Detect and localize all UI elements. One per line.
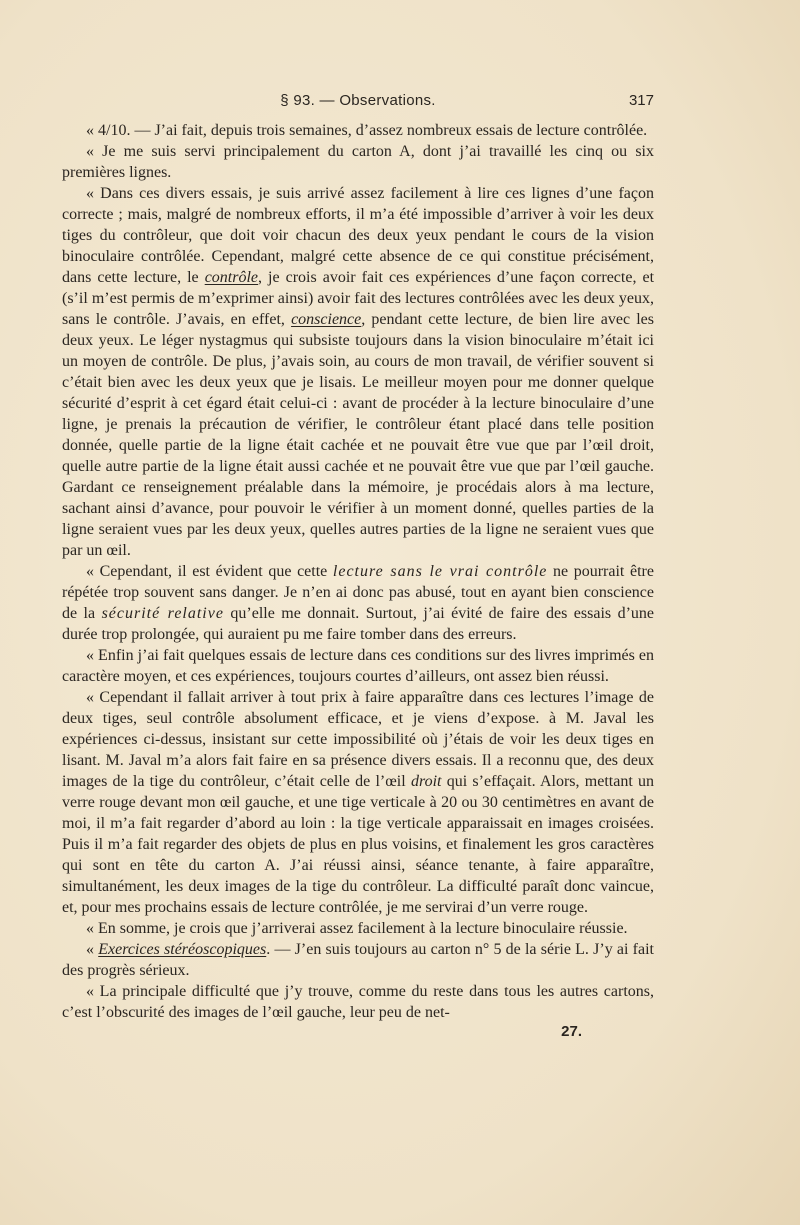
section-title: § 93. — Observations. — [280, 92, 436, 109]
running-header — [62, 92, 654, 120]
text-run: ne pourrait être répétée trop souvent sans danger. Je n’en ai donc pas abusé, tout en ayant bien conscience de la — [62, 563, 654, 622]
paragraph — [62, 645, 654, 687]
body-text — [62, 120, 654, 1023]
paragraph — [62, 141, 654, 183]
text-run: « La principale difficulté que j’y trouve, comme du reste dans tous les autres cartons, c’est l’obscurité des images de l’œil gauche, leur peu de net- — [62, 983, 654, 1021]
text-run: « — [86, 941, 99, 958]
signature-mark: 27. — [561, 1023, 582, 1040]
text-run: « Je me suis servi principalement du carton A, dont j’ai travaillé les cinq ou six premières lignes. — [62, 143, 654, 181]
emphasis-text: droit — [410, 773, 442, 790]
emphasis-text: Exercices stéréoscopiques — [98, 941, 267, 958]
text-run: « Cependant il fallait arriver à tout prix à faire apparaître dans ces lectures l’image de deux tiges, seul contrôle absolument efficace, et je viens d’expose. à M. Javal les expériences ci-dessus, insistant sur cette impossibilité où j’étais de voir les deux tiges en lisant. M. Javal m’a alors fait faire en sa présence divers essais. Il a reconnu que, des deux images de la tige du contrôleur, c’était celle de l’œil — [62, 689, 654, 790]
text-run: . — J’en suis toujours au carton n° 5 de la série L. J’y ai fait des progrès sérieux. — [62, 941, 654, 979]
text-run: « Dans ces divers essais, je suis arrivé assez facilement à lire ces lignes d’une façon correcte ; mais, malgré de nombreux efforts, il m’a été impossible d’arriver à voir les deux tiges du contrôleur, que doit voir chacun des deux yeux pendant le cours de la vision binoculaire contrôlée. Cependant, malgré cette absence de ce qui constitue précisément, dans cette lecture, le — [62, 185, 654, 286]
emphasis-text: sécurité relative — [101, 605, 224, 622]
paragraph — [62, 120, 654, 141]
text-run: , pendant cette lecture, de bien lire avec les deux yeux. Le léger nystagmus qui subsiste toujours dans la vision binoculaire m’était ici un moyen de contrôle. De plus, j’avais soin, au cours de mon travail, de vérifier souvent si c’était bien avec les deux yeux que je lisais. Le meilleur moyen pour me donner quelque sécurité d’esprit à cet égard était celui-ci : avant de procéder à la lecture binoculaire d’une ligne, je prenais la précaution de vérifier, le contrôleur étant placé dans telle position donnée, quelle partie de la ligne était cachée et ne pouvait être vue que par l’œil droit, quelle autre partie de la ligne était aussi cachée et ne pouvait être vue que par l’œil gauche. Gardant ce renseignement préalable dans la mémoire, je procédais alors à ma lecture, sachant ainsi d’avance, pour pouvoir le vérifier à un moment donné, quelles parties de la ligne seraient vues par les deux yeux, quelles autres parties de la ligne ne seraient vues que par un œil. — [62, 311, 654, 559]
text-run: « Enfin j’ai fait quelques essais de lecture dans ces conditions sur des livres imprimés en caractère moyen, et ces expériences, toujours courtes d’ailleurs, ont assez bien réussi. — [62, 647, 654, 685]
emphasis-text: lecture sans le vrai contrôle — [332, 563, 548, 580]
text-run: « En somme, je crois que j’arriverai assez facilement à la lecture binoculaire réussie. — [86, 920, 628, 937]
paragraph — [62, 918, 654, 939]
text-run: « 4/10. — J’ai fait, depuis trois semaines, d’assez nombreux essais de lecture contrôlée. — [86, 122, 648, 139]
text-run: « Cependant, il est évident que cette — [86, 563, 333, 580]
text-run: , je crois avoir fait ces expériences d’une façon correcte, et (s’il m’est permis de m’exprimer ainsi) avoir fait des lectures contrôlées avec les deux yeux, sans le contrôle. J’avais, en effet, — [62, 269, 655, 328]
text-run: qu’elle me donnait. Surtout, j’ai évité de faire des essais d’une durée trop prolongée, qui auraient pu me faire tomber dans des erreurs. — [62, 605, 655, 643]
page-number: 317 — [628, 92, 654, 109]
paragraph — [62, 687, 654, 918]
text-run: qui s’effaçait. Alors, mettant un verre rouge devant mon œil gauche, et une tige verticale à 20 ou 30 centimètres en avant de moi, il m’a fait regarder d’abord au loin : la tige verticale apparaissait en images croisées. Puis il m’a fait regarder des objets de plus en plus voisins, et finalement les gros caractères qui sont en tête du carton A. J’ai réussi ainsi, séance tenante, à faire apparaître, simultanément, les deux images de la tige du contrôleur. La difficulté paraît donc vaincue, et, pour mes prochains essais de lecture contrôlée, je me servirai d’un verre rouge. — [62, 773, 654, 916]
book-page — [62, 92, 654, 1040]
emphasis-text: contrôle — [204, 269, 259, 286]
paragraph — [62, 183, 654, 561]
paragraph — [62, 561, 654, 645]
paragraph — [62, 981, 654, 1023]
emphasis-text: conscience — [291, 311, 362, 328]
paragraph — [62, 939, 654, 981]
